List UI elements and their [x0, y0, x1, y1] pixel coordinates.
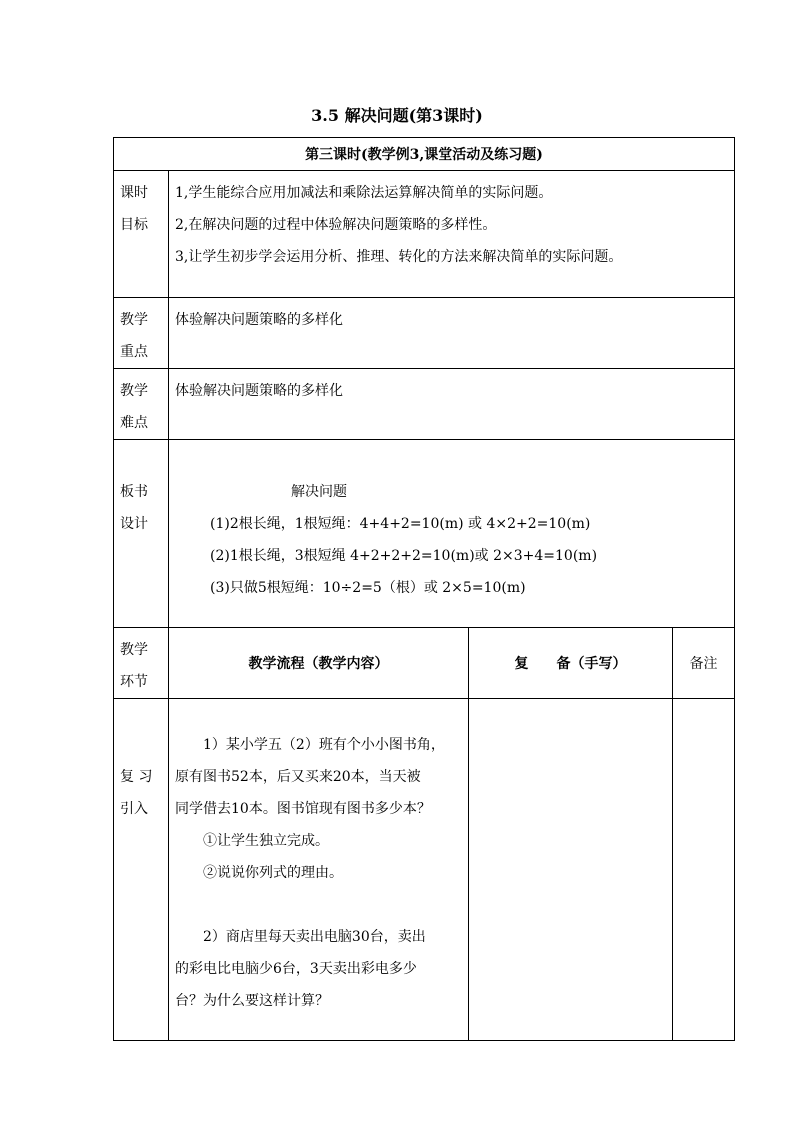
key-points-label: 教学 重点 [114, 298, 169, 369]
objectives-label: 课时 目标 [114, 171, 169, 298]
step-line: ②说说你列式的理由。 [203, 865, 343, 881]
objective-line: 3,让学生初步学会运用分析、推理、转化的方法来解决简单的实际问题。 [175, 249, 623, 265]
question-line: 的彩电比电脑少6台，3天卖出彩电多少 [175, 961, 417, 977]
notes-cell [673, 699, 735, 1041]
objectives-row [114, 171, 735, 298]
board-title: 解决问题 [291, 484, 347, 500]
question-line: 2）商店里每天卖出电脑30台，卖出 [203, 929, 426, 945]
question-line: 1）某小学五（2）班有个小小图书角， [203, 737, 445, 753]
header-row [114, 138, 735, 171]
column-header-row [114, 628, 735, 699]
board-line: (3)只做5根短绳：10÷2=5（根）或 2×5=10(m) [210, 580, 526, 596]
difficulties-label: 教学 难点 [114, 369, 169, 440]
review-label: 复 习 引入 [114, 699, 169, 1041]
prep-cell [469, 699, 673, 1041]
objective-line: 2,在解决问题的过程中体验解决问题策略的多样性。 [175, 217, 497, 233]
page-title: 3.5 解决问题(第3课时) [311, 106, 483, 125]
board-content [169, 440, 735, 628]
question-line: 台？为什么要这样计算？ [175, 993, 329, 1009]
board-line: (2)1根长绳，3根短绳 4+2+2+2=10(m)或 2×3+4=10(m) [210, 548, 598, 564]
key-points-content: 体验解决问题策略的多样化 [169, 298, 735, 369]
stage-label: 教学 环节 [114, 628, 169, 699]
lesson-header: 第三课时(教学例3,课堂活动及练习题) [114, 138, 735, 171]
lesson-plan-table [113, 137, 735, 1041]
process-column-header: 教学流程（教学内容） [169, 628, 469, 699]
board-line: (1)2根长绳，1根短绳：4+4+2=10(m) 或 4×2+2=10(m) [210, 516, 591, 532]
objective-line: 1,学生能综合应用加减法和乘除法运算解决简单的实际问题。 [175, 185, 553, 201]
step-line: ①让学生独立完成。 [203, 833, 329, 849]
key-points-row [114, 298, 735, 369]
question-line: 原有图书52本，后又买来20本，当天被 [175, 769, 421, 785]
objectives-content [169, 171, 735, 298]
difficulties-content: 体验解决问题策略的多样化 [169, 369, 735, 440]
prep-column-header: 复 备（手写） [469, 628, 673, 699]
notes-column-header: 备注 [673, 628, 735, 699]
question-line: 同学借去10本。图书馆现有图书多少本？ [175, 801, 431, 817]
review-row [114, 699, 735, 1041]
board-label: 板书 设计 [114, 440, 169, 628]
board-row [114, 440, 735, 628]
review-content [169, 699, 469, 1041]
difficulties-row [114, 369, 735, 440]
